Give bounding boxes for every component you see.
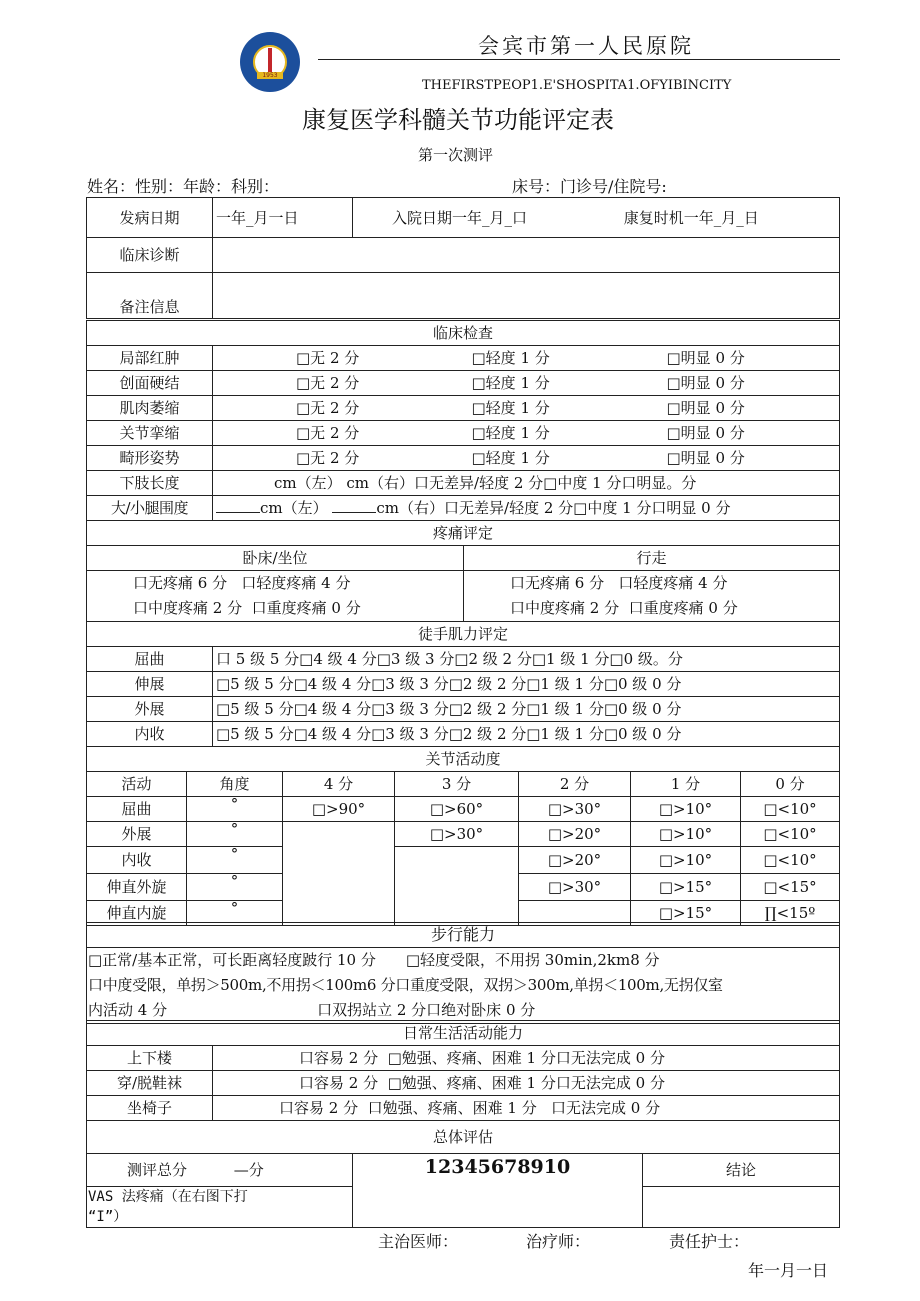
rom-score-2[interactable]: □>30° — [519, 874, 631, 901]
clinical-label: 创面硬结 — [87, 371, 213, 396]
admit-date[interactable]: 入院日期一年_月_口 — [392, 208, 528, 227]
walking-table — [86, 922, 840, 1024]
rom-score-2[interactable]: □>20° — [519, 847, 631, 874]
limb-length-value[interactable]: cm（左） cm（右）口无差异/轻度 2 分□中度 1 分口明显。分 — [213, 471, 840, 496]
rom-angle[interactable]: ° — [187, 822, 283, 847]
rom-angle[interactable]: ° — [187, 874, 283, 901]
pain-lying-header: 卧床/坐位 — [87, 546, 464, 571]
logo-year: 1953 — [257, 72, 283, 79]
diagnosis-label: 临床诊断 — [87, 238, 213, 273]
walking-options[interactable]: □正常/基本正常，可长距离轻度跛行 10 分 □轻度受限，不用拐 30min,2km8 分 口中度受限，单拐＞500m,不用拐＜100m6 分口重度受限，双拐＞300m,单拐＜100m,无拐仅室 内活动 4 分 口双拐站立 2 分口绝对卧床 0 分 — [87, 948, 840, 1024]
rom-score-0[interactable]: □<10° — [741, 822, 840, 847]
adl-label: 穿/脱鞋袜 — [87, 1071, 213, 1096]
option-none[interactable]: □无 2 分 — [296, 349, 360, 367]
rom-label: 伸直内旋 — [87, 901, 187, 926]
rom-col-angle: 角度 — [187, 772, 283, 797]
rom-score-0[interactable]: □<10° — [741, 797, 840, 822]
clinical-header: 临床检查 — [87, 321, 840, 346]
rom-label: 外展 — [87, 822, 187, 847]
rom-label: 内收 — [87, 847, 187, 874]
sign-date: 年一月一日 — [748, 1261, 829, 1280]
rom-score-3[interactable]: □>30° — [395, 822, 519, 847]
option-none[interactable]: □无 2 分 — [296, 449, 360, 467]
rom-score-3[interactable]: □>60° — [395, 797, 519, 822]
diagnosis-field[interactable] — [213, 238, 840, 273]
rom-col-2: 2 分 — [519, 772, 631, 797]
rom-header: 关节活动度 — [87, 747, 840, 772]
option-obvious[interactable]: □明显 0 分 — [666, 399, 745, 417]
rom-label: 伸直外旋 — [87, 874, 187, 901]
option-mild[interactable]: □轻度 1 分 — [471, 374, 550, 392]
adl-options[interactable]: 口容易 2 分 □勉强、疼痛、困难 1 分口无法完成 0 分 — [213, 1071, 840, 1096]
overall-table — [86, 1120, 840, 1228]
adl-options[interactable]: 口容易 2 分 □勉强、疼痛、困难 1 分口无法完成 0 分 — [213, 1046, 840, 1071]
pain-lying-options[interactable]: 口无疼痛 6 分 口轻度疼痛 4 分 口中度疼痛 2 分 口重度疼痛 0 分 — [87, 571, 464, 622]
vas-scale[interactable]: 12345678910 — [353, 1154, 643, 1187]
adl-table — [86, 1020, 840, 1121]
hospital-logo — [240, 32, 300, 92]
clinical-label: 局部红肿 — [87, 346, 213, 371]
page-title: 康复医学科髓关节功能评定表 — [302, 106, 614, 134]
muscle-label: 外展 — [87, 697, 213, 722]
option-mild[interactable]: □轻度 1 分 — [471, 399, 550, 417]
option-obvious[interactable]: □明显 0 分 — [666, 349, 745, 367]
rom-label: 屈曲 — [87, 797, 187, 822]
pain-header: 疼痛评定 — [87, 521, 840, 546]
right-blank[interactable] — [332, 498, 376, 513]
rom-empty-3 — [395, 847, 519, 926]
rom-score-1[interactable]: □>10° — [631, 797, 741, 822]
admit-rehab-cell — [353, 198, 840, 238]
clinical-options — [213, 446, 840, 471]
muscle-label: 内收 — [87, 722, 213, 747]
muscle-options[interactable]: □5 级 5 分□4 级 4 分□3 级 3 分□2 级 2 分□1 级 1 分□0 级 0 分 — [213, 722, 840, 747]
caduceus-icon — [268, 48, 272, 72]
total-score-label: 测评总分 — [127, 1161, 188, 1179]
option-mild[interactable]: □轻度 1 分 — [471, 349, 550, 367]
patient-info-left: 姓名：性别：年龄：科别： — [87, 177, 280, 196]
walking-header: 步行能力 — [87, 923, 840, 948]
rom-score-1[interactable]: □>10° — [631, 822, 741, 847]
option-none[interactable]: □无 2 分 — [296, 424, 360, 442]
rom-score-0[interactable]: ∏<15º — [741, 901, 840, 926]
rom-col-0: 0 分 — [741, 772, 840, 797]
thigh-girth-label: 大/小腿围度 — [87, 496, 213, 521]
option-obvious[interactable]: □明显 0 分 — [666, 424, 745, 442]
therapist-signature: 治疗师： — [526, 1232, 591, 1251]
rom-score-0[interactable]: □<10° — [741, 847, 840, 874]
vas-scale-area[interactable] — [353, 1187, 643, 1228]
pain-table — [86, 520, 840, 622]
pain-walking-options[interactable]: 口无疼痛 6 分 口轻度疼痛 4 分 口中度疼痛 2 分 口重度疼痛 0 分 — [464, 571, 840, 622]
muscle-label: 伸展 — [87, 672, 213, 697]
rom-angle[interactable]: ° — [187, 797, 283, 822]
onset-value[interactable]: 一年_月一日 — [213, 198, 353, 238]
option-obvious[interactable]: □明显 0 分 — [666, 374, 745, 392]
option-mild[interactable]: □轻度 1 分 — [471, 424, 550, 442]
pain-walking-header: 行走 — [464, 546, 840, 571]
clinical-options — [213, 346, 840, 371]
option-obvious[interactable]: □明显 0 分 — [666, 449, 745, 467]
onset-label: 发病日期 — [87, 198, 213, 238]
rom-table — [86, 746, 840, 926]
rom-angle[interactable]: ° — [187, 847, 283, 874]
rom-score-1[interactable]: □>15° — [631, 901, 741, 926]
muscle-label: 屈曲 — [87, 647, 213, 672]
clinical-label: 畸形姿势 — [87, 446, 213, 471]
rom-empty-4 — [283, 822, 395, 926]
muscle-table — [86, 621, 840, 747]
notes-field[interactable] — [213, 273, 840, 319]
rom-score-4[interactable]: □>90° — [283, 797, 395, 822]
total-score-value[interactable]: —分 — [233, 1161, 264, 1179]
rehab-date[interactable]: 康复时机一年_月_日 — [623, 208, 759, 227]
rom-score-2[interactable]: □>30° — [519, 797, 631, 822]
rom-score-0[interactable]: □<15° — [741, 874, 840, 901]
muscle-options[interactable]: □5 级 5 分□4 级 4 分□3 级 3 分□2 级 2 分□1 级 1 分□0 级 0 分 — [213, 697, 840, 722]
vas-instruction: VAS 法疼痛（在右图下打 “I”） — [87, 1187, 353, 1228]
option-none[interactable]: □无 2 分 — [296, 374, 360, 392]
patient-info-right: 床号：门诊号/住院号: — [512, 177, 667, 196]
info-table — [86, 197, 840, 319]
adl-label: 坐椅子 — [87, 1096, 213, 1121]
overall-header: 总体评估 — [87, 1121, 840, 1154]
rom-col-3: 3 分 — [395, 772, 519, 797]
rom-angle[interactable]: ° — [187, 901, 283, 926]
thigh-girth-value[interactable]: cm（左） cm（右）口无差异/轻度 2 分□中度 1 分口明显 0 分 — [213, 496, 840, 521]
conclusion-label: 结论 — [643, 1154, 840, 1187]
rom-score-1[interactable]: □>15° — [631, 874, 741, 901]
clinical-options — [213, 421, 840, 446]
adl-options[interactable]: 口容易 2 分 口勉强、疼痛、困难 1 分 口无法完成 0 分 — [213, 1096, 840, 1121]
adl-header: 日常生活活动能力 — [87, 1021, 840, 1046]
doctor-signature: 主治医师： — [378, 1232, 459, 1251]
muscle-options[interactable]: □5 级 5 分□4 级 4 分□3 级 3 分□2 级 2 分□1 级 1 分□0 级 0 分 — [213, 672, 840, 697]
rom-score-2[interactable]: □>20° — [519, 822, 631, 847]
clinical-table — [86, 320, 840, 521]
clinical-options — [213, 371, 840, 396]
rom-col-4: 4 分 — [283, 772, 395, 797]
total-score-cell — [87, 1154, 353, 1187]
rom-col-activity: 活动 — [87, 772, 187, 797]
clinical-label: 肌肉萎缩 — [87, 396, 213, 421]
nurse-signature: 责任护士： — [669, 1232, 750, 1251]
rom-score-1[interactable]: □>10° — [631, 847, 741, 874]
option-mild[interactable]: □轻度 1 分 — [471, 449, 550, 467]
notes-label: 备注信息 — [87, 273, 213, 319]
page-subtitle: 第一次测评 — [418, 146, 494, 164]
option-none[interactable]: □无 2 分 — [296, 399, 360, 417]
hospital-name-en: THEFIRSTPEOP1.E'SHOSPITA1.OFYIBINCITY — [422, 78, 732, 93]
rom-col-1: 1 分 — [631, 772, 741, 797]
hospital-name: 会宾市第一人民原院 — [478, 34, 694, 58]
limb-length-label: 下肢长度 — [87, 471, 213, 496]
muscle-options[interactable]: 口 5 级 5 分□4 级 4 分□3 级 3 分□2 级 2 分□1 级 1 分□0 级。分 — [213, 647, 840, 672]
conclusion-field[interactable] — [643, 1187, 840, 1228]
header-rule — [318, 59, 840, 60]
clinical-label: 关节挛缩 — [87, 421, 213, 446]
muscle-header: 徒手肌力评定 — [87, 622, 840, 647]
left-blank[interactable] — [216, 498, 260, 513]
adl-label: 上下楼 — [87, 1046, 213, 1071]
clinical-options — [213, 396, 840, 421]
